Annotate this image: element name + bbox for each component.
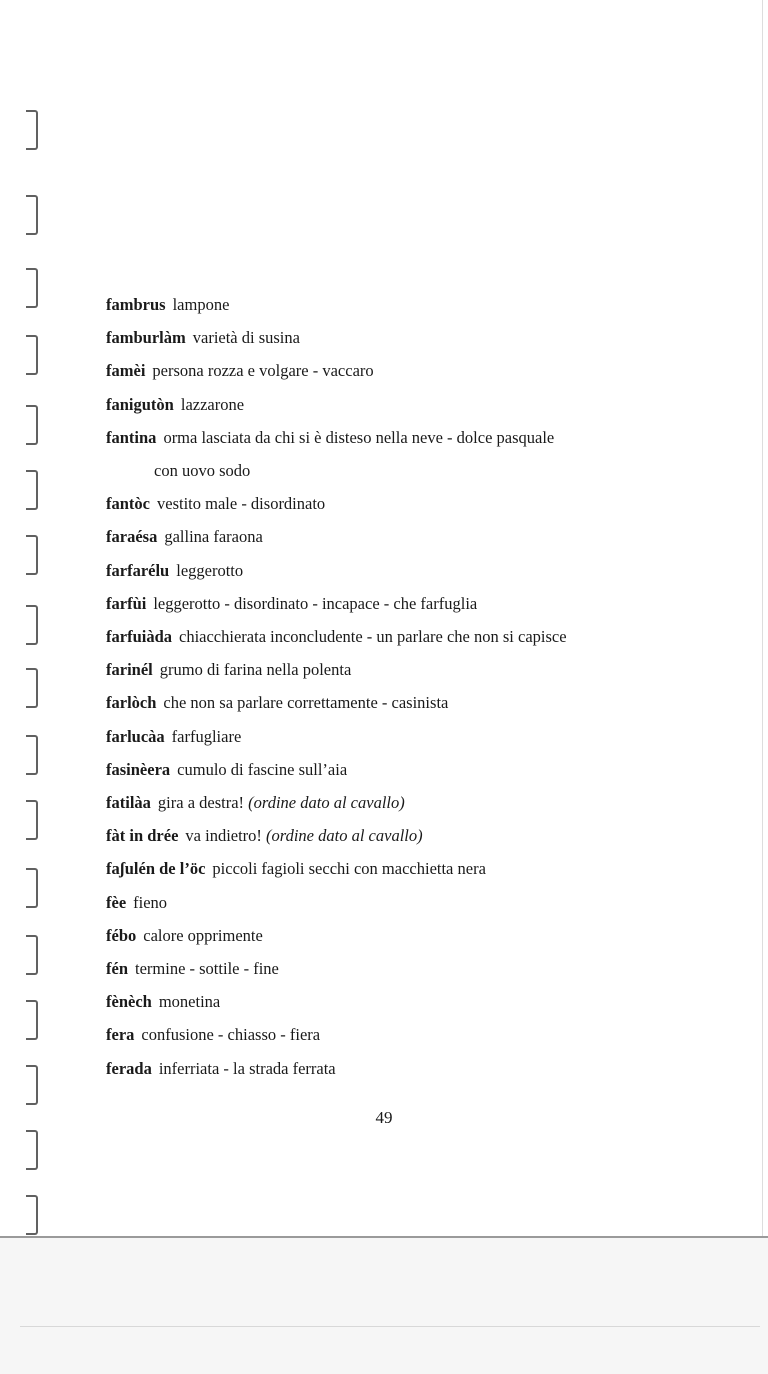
entry-headword: fatilàa [106,793,151,813]
dictionary-entry [106,985,746,1018]
entry-headword: fanigutòn [106,394,174,414]
binding-ring [26,405,38,445]
entry-headword: farfùi [106,593,147,613]
entry-definition: piccoli fagioli secchi con macchietta nera [212,859,486,879]
entry-headword: farfarélu [106,560,170,580]
entry-definition: chiacchierata inconcludente - un parlare che non si capisce [179,627,567,647]
entry-headword: faʃulén de l’öc [106,859,206,879]
binding-ring [26,268,38,308]
entry-headword: fantina [106,427,157,447]
entry-headword: faraésa [106,527,158,547]
binding-ring [26,605,38,645]
entry-definition: confusione - chiasso - fiera [141,1025,321,1045]
entry-definition: lazzarone [180,394,245,414]
dictionary-entry [106,886,746,919]
entry-headword: fébo [106,925,137,945]
binding-ring [26,470,38,510]
entry-definition: gallina faraona [164,527,263,547]
binding-ring [26,1065,38,1105]
entry-definition: gira a destra! [157,793,245,813]
dictionary-entry [106,354,746,387]
page-right-edge [762,0,763,1238]
dictionary-entry [106,653,746,686]
binding-ring [26,335,38,375]
dictionary-entry [106,288,746,321]
dictionary-entry [106,421,746,487]
entry-definition: calore opprimente [143,925,263,945]
entry-definition: persona rozza e volgare - vaccaro [152,361,374,381]
entry-note: (ordine dato al cavallo) [248,793,405,813]
entry-headword: farlucàa [106,726,165,746]
entry-headword: fera [106,1025,135,1045]
binding-ring [26,800,38,840]
dictionary-entry [106,952,746,985]
entry-definition: varietà di susina [192,328,300,348]
entry-headword: famèi [106,361,146,381]
page-number: 49 [375,1108,393,1127]
binding-ring [26,868,38,908]
dictionary-entry [106,720,746,753]
binding-ring [26,1130,38,1170]
scan-background [0,1238,768,1374]
entry-headword: ferada [106,1058,152,1078]
entry-headword: fènèch [106,992,152,1012]
entry-definition: leggerotto [176,560,244,580]
dictionary-entry [106,388,746,421]
entry-headword: fasinèera [106,759,171,779]
entry-headword: fantòc [106,494,150,514]
entry-definition: lampone [172,295,230,314]
entry-headword: fàt in drée [106,826,179,846]
entry-headword: farlòch [106,693,157,713]
entry-headword: famburlàm [106,328,186,348]
entry-headword: fén [106,959,128,979]
entry-definition: inferriata - la strada ferrata [158,1058,336,1078]
dictionary-entry [106,520,746,553]
scan-line [20,1326,760,1327]
dictionary-entry [106,1052,746,1085]
entry-headword: fambrus [106,295,166,314]
dictionary-entry [106,620,746,653]
dictionary-entry [106,819,746,852]
binding-ring [26,935,38,975]
binding-ring [26,735,38,775]
binding-ring [26,110,38,150]
entry-definition: leggerotto - disordinato - incapace - che farfuglia [153,593,478,613]
entry-definition: farfugliare [171,726,242,746]
dictionary-entry [106,753,746,786]
entry-definition: fieno [133,892,168,912]
entry-definition: vestito male - disordinato [157,494,326,514]
binding-ring [26,1195,38,1235]
entry-definition: va indietro! [185,826,262,846]
dictionary-entry [106,487,746,520]
binding-ring [26,195,38,235]
dictionary-entry [106,852,746,885]
entry-list [106,288,746,1085]
dictionary-entry [106,321,746,354]
binding-ring [26,1000,38,1040]
binding-ring [26,535,38,575]
entry-definition: che non sa parlare correttamente - casinista [163,693,449,713]
entry-definition: termine - sottile - fine [135,959,279,979]
entry-headword: fèe [106,892,127,912]
dictionary-entry [106,554,746,587]
entry-headword: farinél [106,660,153,680]
dictionary-entry [106,686,746,719]
entry-definition-continuation: con uovo sodo [154,461,251,481]
entry-headword: farfuiàda [106,627,172,647]
dictionary-entry [106,919,746,952]
entry-note: (ordine dato al cavallo) [266,826,423,846]
dictionary-entry [106,587,746,620]
dictionary-entry [106,1018,746,1051]
spiral-binding [0,0,50,1238]
entry-definition: grumo di farina nella polenta [159,660,352,680]
entry-definition: monetina [158,992,221,1012]
dictionary-entry [106,786,746,819]
entry-definition: cumulo di fascine sull’aia [177,759,348,779]
binding-ring [26,668,38,708]
entry-definition: orma lasciata da chi si è disteso nella neve - dolce pasquale [163,427,555,447]
